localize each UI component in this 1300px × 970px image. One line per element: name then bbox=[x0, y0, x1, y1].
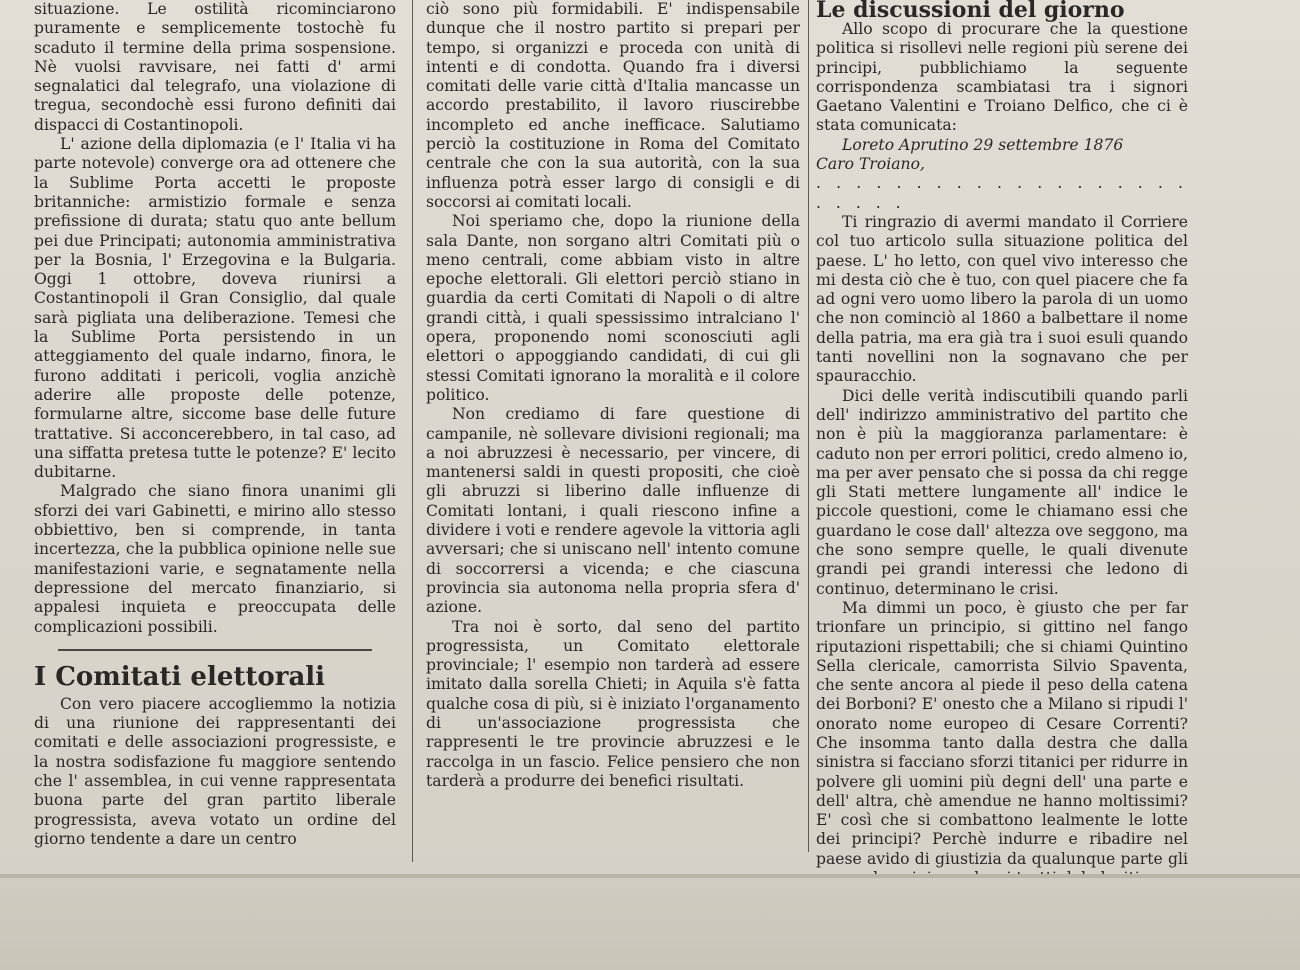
letter-salutation: Caro Troiano, bbox=[816, 155, 925, 174]
page-underlay bbox=[0, 878, 1300, 970]
column-left bbox=[34, 0, 396, 870]
paragraph: Noi speriamo che, dopo la riunione della sala Dante, non sorgano altri Comitati più o meno centrali, come abbiam visto in altre epoche elettorali. Gli elettori perciò stiano in guardia da certi Comitati di Napoli o di altre grandi città, i quali spessissimo intralciano l' opera, proponendo nomi sconosciuti agli elettori o appoggiando candidati, di cui gli stessi Comitati ignorano la moralità e il colore politico. bbox=[426, 212, 800, 404]
paragraph: Dici delle verità indiscutibili quando parli dell' indirizzo amministrativo del partito che non è più la maggioranza parlamentare: è caduto non per errori politici, credo almeno io, ma per aver pensato che si possa da chi regge gli Stati mettere lungamente all' indice le piccole questioni, come le chiamano essi che guardano le cose dall' altezza ove seggono, ma che sono sempre quelle, le quali divenute grandi pei grandi interessi che ledono di continuo, determinano le crisi. bbox=[816, 386, 1188, 598]
section-heading: I Comitati elettorali bbox=[34, 661, 326, 692]
paragraph: Malgrado che siano finora unanimi gli sforzi dei vari Gabinetti, e mirino allo stesso obbiettivo, ben si comprende, in tanta incertezza, che la pubblica opinione nelle sue manifestazioni varie, e segnatamente nella depressione del mercato finanziario, si appalesi inquieta e preoccupata delle complicazioni possibili. bbox=[34, 482, 396, 636]
letter-dateline: Loreto Aprutino 29 settembre 1876 bbox=[842, 135, 1124, 154]
paragraph: Con vero piacere accogliemmo la notizia di una riunione dei rappresentanti dei comitati e delle associazioni progressiste, e la nostra sodisfazione fu maggiore sentendo che l' assemblea, in cui venne rappresentata buona parte del gran partito liberale progressista, aveva votato un ordine del giorno tendente a dare un centro bbox=[34, 694, 396, 848]
paragraph: situazione. Le ostilità ricominciarono puramente e semplicemente tostochè fu scaduto il termine della prima sospensione. Nè vuolsi ravvisare, nei fatti d' armi segnalatici dal telegrafo, una violazione di tregua, secondochè essi furono definiti dai dispacci di Costantinopoli. bbox=[34, 0, 396, 134]
section-heading: Le discussioni del giorno bbox=[816, 0, 1125, 23]
paragraph: Ma dimmi un poco, è giusto che per far trionfare un principio, si gittino nel fango riputazioni rispettabili; che si chiami Quintino Sella clericale, camorrista Silvio Spaventa, che sente ancora al piede il peso della catena dei Borboni? E' onesto che a Milano si ripudi l' onorato nome europeo di Cesare Correnti? Che insomma tanto dalla destra che dalla sinistra si facciano sforzi titanici per ridurre in polvere gli uomini più degni dell' una parte e dell' altra, chè amendue ne hanno moltissimi? E' così che si combattono lealmente le lotte dei principi? Perchè indurre e ribadire nel paese avido di giustizia da qualunque parte gli bbox=[816, 598, 1188, 868]
paragraph: L' azione della diplomazia (e l' Italia vi ha parte notevole) converge ora ad ottenere che la Sublime Porta accetti le proposte britanniche: armistizio formale e senza prefissione di durata; statu quo ante bellum pei due Principati; autonomia amministrativa per la Bosnia, l' Erzegovina e la Bulgaria. Oggi 1 ottobre, doveva riunirsi a Costantinopoli il Gran Consiglio, dal quale sarà pigliata una deliberazione. Temesi che la Sublime Porta persistendo in un atteggiamento del quale indarno, finora, le furono additati i pericoli, voglia anzichè aderire alle proposte delle potenze, formularne altre, siccome base delle future trattative. Si acconcerebbero, in tal caso, ad una siffatta pretesa tutte le potenze? E' lecito dubitarne. bbox=[34, 135, 396, 482]
column-rule bbox=[808, 0, 809, 852]
section-divider bbox=[58, 649, 372, 651]
column-rule bbox=[412, 0, 413, 862]
column-right bbox=[816, 0, 1188, 868]
ellipsis-row: . . . . . . . . . . . . . . . . . . . . . . . . bbox=[816, 174, 1188, 212]
paragraph: Ti ringrazio di avermi mandato il Corriere col tuo articolo sulla situazione politica del paese. L' ho letto, con quel vivo interesso che mi desta ciò che è tuo, con quel piacere che fa ad ogni vero uomo libero la parola di un uomo che non cominciò al 1860 a balbettare il nome della patria, ma era già tra i suoi esuli quando tanti novellini non la sognavano che per spauracchio. bbox=[816, 212, 1188, 386]
paragraph: Tra noi è sorto, dal seno del partito progressista, un Comitato elettorale provinciale; l' esempio non tarderà ad essere imitato dalla sorella Chieti; in Aquila s'è fatta qualche cosa di più, si è iniziato l'organamento di un'associazione progressista che rappresenti le tre provincie abruzzesi e le raccolga in un fascio. Felice pensiero che non tarderà a produrre dei benefici risultati. bbox=[426, 617, 800, 790]
column-middle bbox=[426, 0, 800, 860]
paragraph: ciò sono più formidabili. E' indispensabile dunque che il nostro partito si prepari per tempo, si organizzi e proceda con unità di intenti e di condotta. Quando fra i diversi comitati delle varie città d'Italia mancasse un accordo prestabilito, il lavoro riuscirebbe incompleto ed anche inefficace. Salutiamo perciò la costituzione in Roma del Comitato centrale che con la sua autorità, con la sua influenza potrà esser largo di consigli e di soccorsi ai comitati locali. bbox=[426, 0, 800, 211]
paragraph: Allo scopo di procurare che la questione politica si risollevi nelle regioni più serene dei principi, pubblichiamo la seguente corrispondenza scambiatasi tra i signori Gaetano Valentini e Troiano Delfico, che ci è stata comunicata: bbox=[816, 20, 1188, 135]
paragraph: Non crediamo di fare questione di campanile, nè sollevare divisioni regionali; ma a noi abruzzesi è necessario, per vincere, di mantenersi saldi in questi propositi, che cioè gli abruzzi si liberino dalle influenze di Comitati lontani, i quali riescono infine a dividere i voti e rendere agevole la vittoria agli avversari; che si uniscano nell' intento comune di soccorrersi a vicenda; e che ciascuna provincia sia autonoma nella propria sfera d' azione. bbox=[426, 405, 800, 617]
